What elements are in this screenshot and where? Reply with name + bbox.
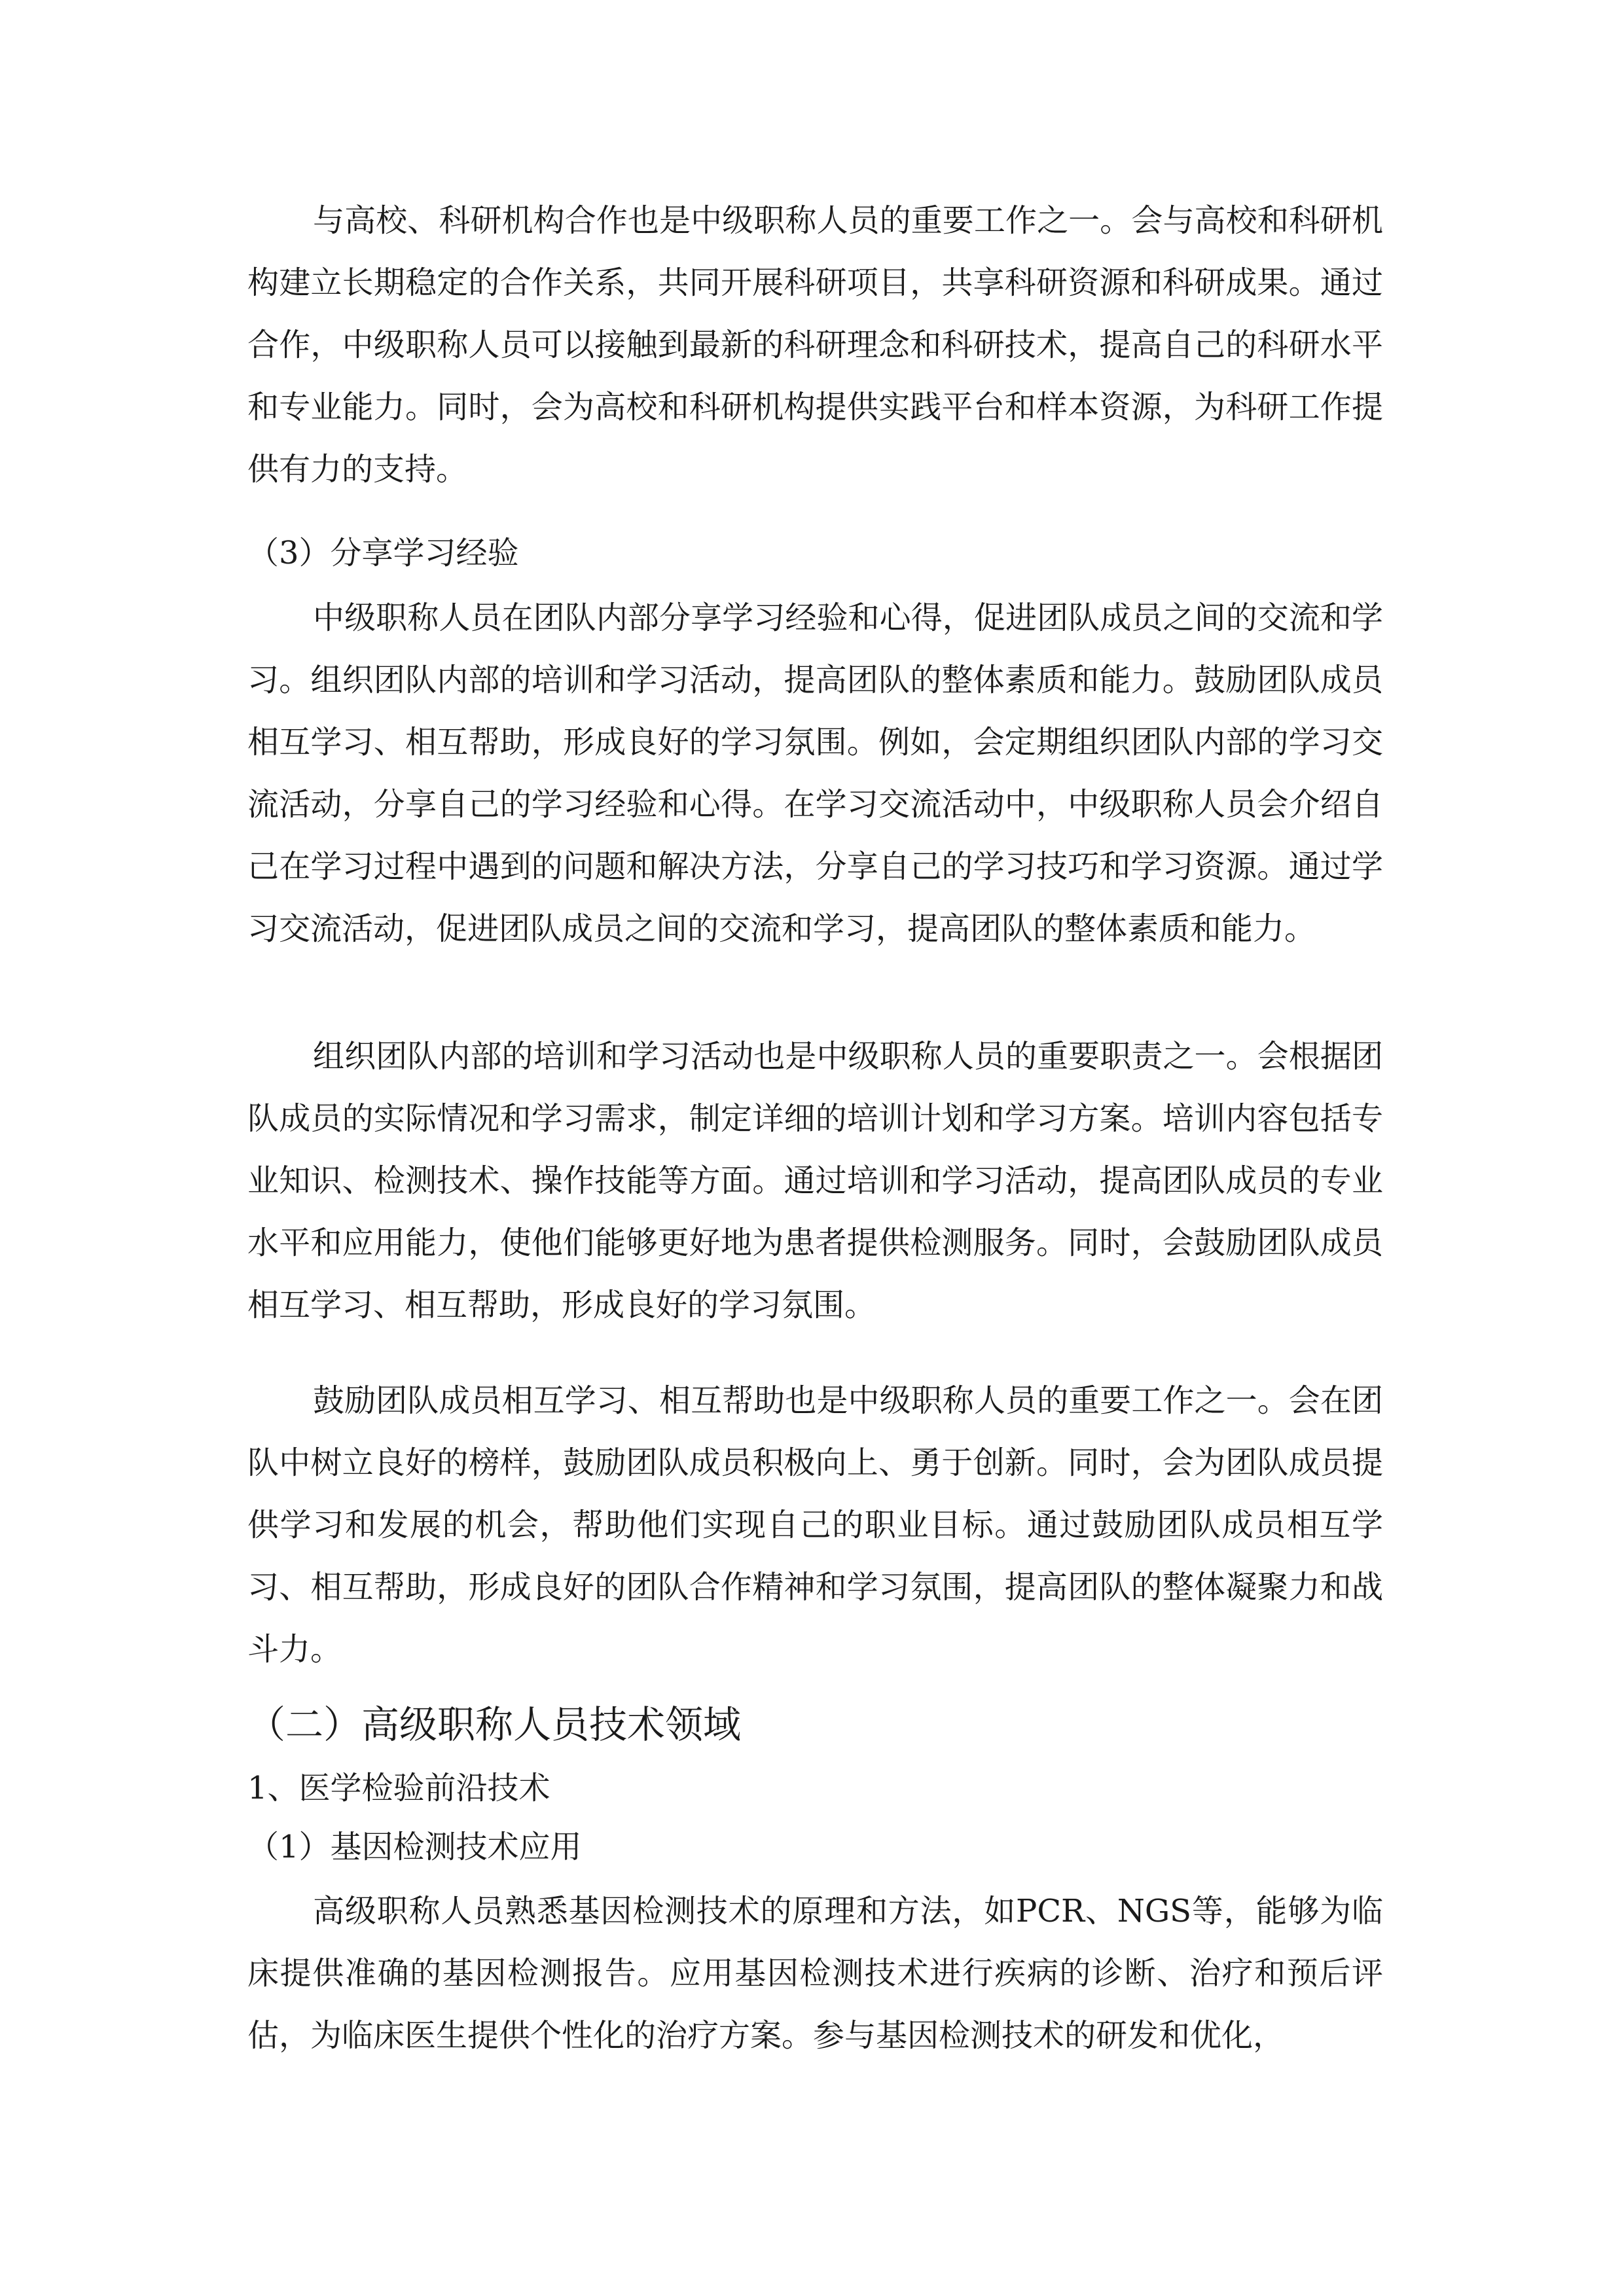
paragraph-share-learning: 中级职称人员在团队内部分享学习经验和心得，促进团队成员之间的交流和学习。组织团队内部的培训和学习活动，提高团队的整体素质和能力。鼓励团队成员相互学习、相互帮助，形成良好的学习氛围。例如，会定期组织团队内部的学习交流活动，分享自己的学习经验和心得。在学习交流活动中，中级职称人员会介绍自己在学习过程中遇到的问题和解决方法，分享自己的学习技巧和学习资源。通过学习交流活动，促进团队成员之间的交流和学习，提高团队的整体素质和能力。 <box>247 600 1383 947</box>
subheading-gene-testing-application: （1）基因检测技术应用 <box>247 1829 582 1865</box>
paragraph-organize-training: 组织团队内部的培训和学习活动也是中级职称人员的重要职责之一。会根据团队成员的实际情况和学习需求，制定详细的培训计划和学习方案。培训内容包括专业知识、检测技术、操作技能等方面。通过培训和学习活动，提高团队成员的专业水平和应用能力，使他们能够更好地为患者提供检测服务。同时，会鼓励团队成员相互学习、相互帮助，形成良好的学习氛围。 <box>247 1038 1383 1323</box>
heading-medical-testing-frontier: 1、医学检验前沿技术 <box>247 1770 550 1806</box>
subheading-share-learning-experience: （3）分享学习经验 <box>247 535 519 571</box>
paragraph-encourage-mutual-learning: 鼓励团队成员相互学习、相互帮助也是中级职称人员的重要工作之一。会在团队中树立良好的榜样，鼓励团队成员积极向上、勇于创新。同时，会为团队成员提供学习和发展的机会，帮助他们实现自己的职业目标。通过鼓励团队成员相互学习、相互帮助，形成良好的团队合作精神和学习氛围，提高团队的整体凝聚力和战斗力。 <box>247 1382 1383 1668</box>
paragraph-university-cooperation: 与高校、科研机构合作也是中级职称人员的重要工作之一。会与高校和科研机构建立长期稳定的合作关系，共同开展科研项目，共享科研资源和科研成果。通过合作，中级职称人员可以接触到最新的科研理念和科研技术，提高自己的科研水平和专业能力。同时，会为高校和科研机构提供实践平台和样本资源，为科研工作提供有力的支持。 <box>247 202 1383 488</box>
paragraph-gene-testing: 高级职称人员熟悉基因检测技术的原理和方法，如PCR、NGS等，能够为临床提供准确的基因检测报告。应用基因检测技术进行疾病的诊断、治疗和预后评估，为临床医生提供个性化的治疗方案。参与基因检测技术的研发和优化， <box>247 1893 1383 2054</box>
section-heading-senior-technical-fields: （二）高级职称人员技术领域 <box>247 1702 742 1747</box>
